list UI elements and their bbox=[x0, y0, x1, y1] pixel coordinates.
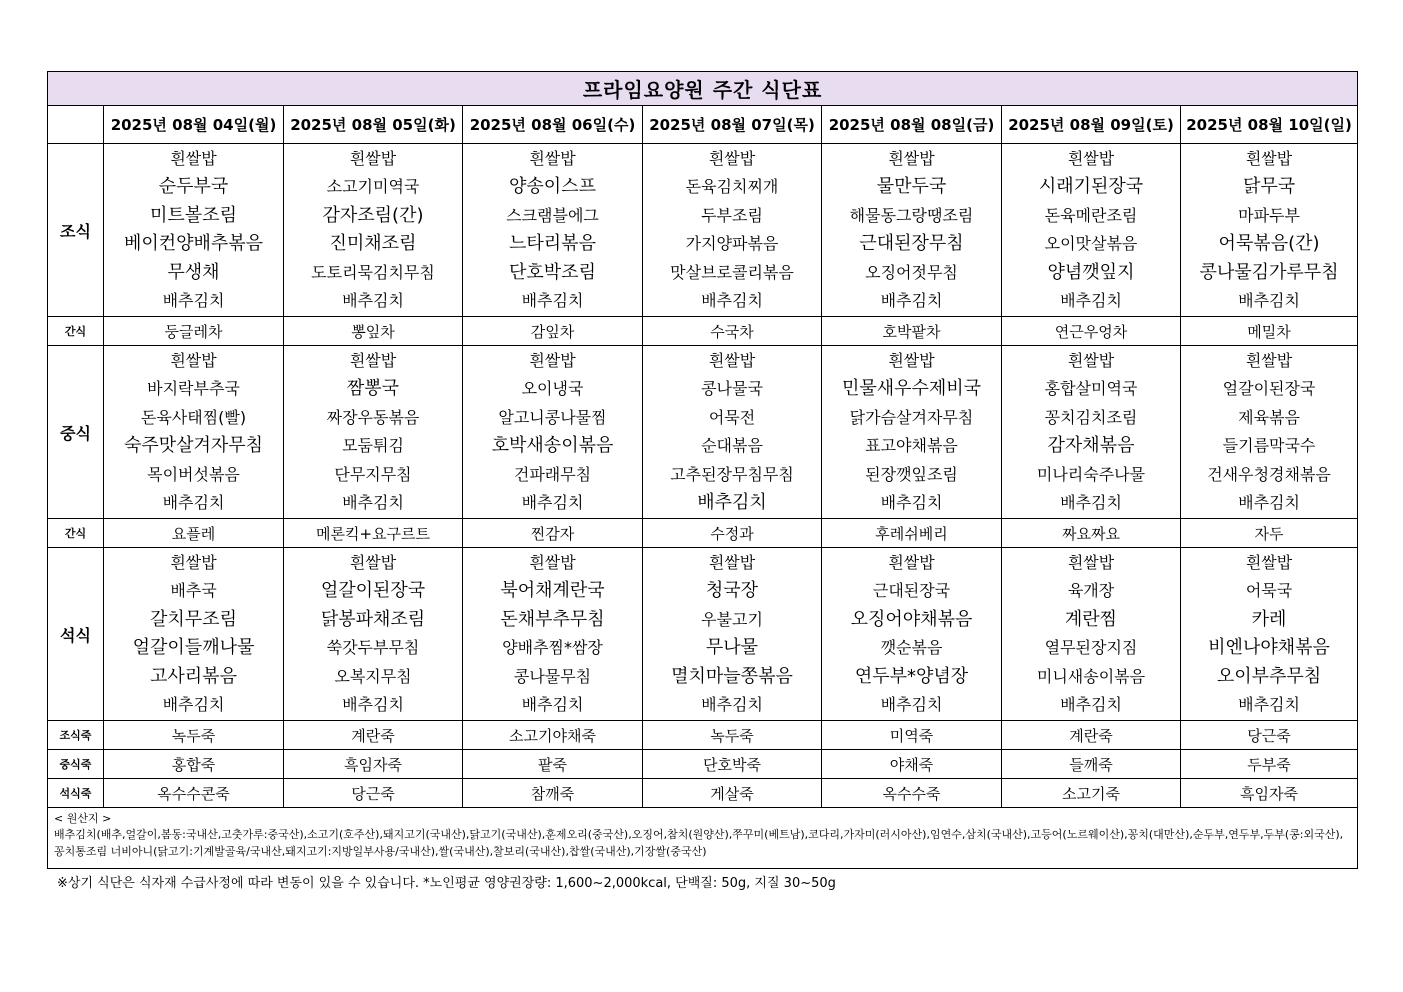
breakfast-porridge-row bbox=[48, 721, 1358, 750]
dish-item: 느타리볶음 bbox=[509, 233, 596, 255]
dish-list bbox=[104, 144, 283, 316]
dish-item: 청국장 bbox=[705, 580, 759, 602]
breakfast-cell bbox=[463, 144, 643, 317]
breakfast-cell bbox=[1002, 144, 1181, 317]
dish-item: 배추김치 bbox=[701, 694, 763, 714]
dish-item: 흰쌀밥 bbox=[1245, 149, 1293, 168]
dish-list bbox=[643, 548, 821, 720]
dish-item: 도토리묵김치무침 bbox=[311, 262, 435, 282]
lunch-porridge-item: 들깨죽 bbox=[1002, 750, 1181, 779]
dish-list bbox=[1181, 346, 1357, 518]
dish-item: 해물동그랑땡조림 bbox=[849, 205, 974, 225]
dish-item: 미나리숙주나물 bbox=[1036, 464, 1146, 484]
dish-item: 짜장우동볶음 bbox=[326, 407, 420, 427]
dinner-porridge-item: 참깨죽 bbox=[463, 779, 643, 808]
morning-snack-item: 뽕잎차 bbox=[284, 317, 463, 346]
dish-item: 어묵전 bbox=[708, 407, 756, 427]
dish-item: 흰쌀밥 bbox=[170, 553, 217, 572]
dish-item: 돈채부추무침 bbox=[500, 608, 605, 630]
dish-item: 근대된장무침 bbox=[859, 233, 964, 255]
dish-list bbox=[822, 346, 1001, 518]
dish-item: 고사리볶음 bbox=[150, 665, 237, 687]
dish-list bbox=[822, 548, 1001, 720]
corner-cell bbox=[48, 106, 104, 144]
dish-item: 물만두국 bbox=[876, 176, 947, 198]
morning-snack-item: 감잎차 bbox=[463, 317, 643, 346]
dish-item: 배추김치 bbox=[162, 290, 225, 310]
breakfast-porridge-label: 조식죽 bbox=[48, 721, 104, 750]
morning-snack-item: 수국차 bbox=[643, 317, 822, 346]
afternoon-snack-label: 간식 bbox=[48, 519, 104, 548]
dish-list bbox=[284, 346, 462, 518]
dinner-porridge-item: 옥수수죽 bbox=[822, 779, 1002, 808]
dish-item: 스크램블에그 bbox=[506, 205, 599, 225]
morning-snack-item: 메밀차 bbox=[1181, 317, 1358, 346]
breakfast-porridge-item: 당근죽 bbox=[1181, 721, 1358, 750]
breakfast-porridge-item: 미역죽 bbox=[822, 721, 1002, 750]
dish-item: 소고기미역국 bbox=[326, 177, 420, 197]
dish-item: 감자채볶음 bbox=[1047, 435, 1135, 457]
dish-item: 카레 bbox=[1251, 608, 1287, 630]
dish-item: 배추김치 bbox=[701, 290, 763, 310]
dish-item: 미니새송이볶음 bbox=[1036, 666, 1146, 686]
dish-item: 흰쌀밥 bbox=[349, 149, 397, 168]
dish-item: 배추김치 bbox=[1238, 492, 1300, 512]
dish-list bbox=[1002, 346, 1180, 518]
dish-item: 배추김치 bbox=[342, 694, 404, 714]
dish-item: 오징어야채볶음 bbox=[850, 608, 973, 630]
breakfast-cell bbox=[822, 144, 1002, 317]
dish-item: 육개장 bbox=[1067, 581, 1115, 601]
dish-item: 고추된장무침무침 bbox=[670, 464, 794, 484]
dish-item: 얼갈이들깨나물 bbox=[132, 637, 255, 659]
dinner-porridge-item: 흑임자죽 bbox=[1181, 779, 1358, 808]
dish-item: 무나물 bbox=[705, 637, 759, 659]
lunch-porridge-item: 팥죽 bbox=[463, 750, 643, 779]
dish-item: 순두부국 bbox=[158, 176, 229, 198]
dish-list bbox=[1181, 144, 1357, 316]
dinner-porridge-label: 석식죽 bbox=[48, 779, 104, 808]
dish-item: 바지락부추국 bbox=[147, 379, 240, 399]
date-header-row bbox=[48, 106, 1358, 144]
dish-item: 마파두부 bbox=[1238, 205, 1300, 225]
dish-item: 배추김치 bbox=[880, 694, 943, 714]
dish-item: 맛살브로콜리볶음 bbox=[670, 262, 794, 282]
dish-item: 얼갈이된장국 bbox=[320, 580, 426, 602]
dinner-label: 석식 bbox=[48, 548, 104, 721]
breakfast-porridge-item: 소고기야채죽 bbox=[463, 721, 643, 750]
dish-item: 홍합살미역국 bbox=[1044, 379, 1138, 399]
dish-item: 제육볶음 bbox=[1238, 407, 1300, 427]
breakfast-cell bbox=[1181, 144, 1358, 317]
date-header: 2025년 08월 08일(금) bbox=[822, 106, 1002, 144]
dish-item: 목이버섯볶음 bbox=[147, 464, 240, 484]
lunch-cell bbox=[104, 346, 284, 519]
dish-item: 배추김치 bbox=[880, 290, 943, 310]
lunch-cell bbox=[643, 346, 822, 519]
lunch-porridge-item: 홍합죽 bbox=[104, 750, 284, 779]
breakfast-cell bbox=[284, 144, 463, 317]
date-header: 2025년 08월 09일(토) bbox=[1002, 106, 1181, 144]
dinner-cell bbox=[463, 548, 643, 721]
dish-item: 순대볶음 bbox=[701, 436, 763, 456]
lunch-porridge-item: 야채죽 bbox=[822, 750, 1002, 779]
dish-item: 흰쌀밥 bbox=[170, 351, 217, 370]
dish-list bbox=[463, 144, 642, 316]
dish-item: 된장깻잎조림 bbox=[865, 464, 958, 484]
dinner-cell bbox=[1002, 548, 1181, 721]
date-header: 2025년 08월 07일(목) bbox=[643, 106, 822, 144]
dish-item: 흰쌀밥 bbox=[888, 149, 935, 168]
afternoon-snack-item: 메론킥+요구르트 bbox=[284, 519, 463, 548]
dish-item: 흰쌀밥 bbox=[349, 351, 397, 370]
lunch-cell bbox=[463, 346, 643, 519]
dish-item: 계란찜 bbox=[1064, 608, 1118, 630]
dish-list bbox=[284, 144, 462, 316]
afternoon-snack-row bbox=[48, 519, 1358, 548]
dish-item: 베이컨양배추볶음 bbox=[123, 233, 264, 255]
afternoon-snack-item: 수정과 bbox=[643, 519, 822, 548]
breakfast-porridge-item: 녹두죽 bbox=[643, 721, 822, 750]
dish-item: 흰쌀밥 bbox=[170, 149, 217, 168]
lunch-row bbox=[48, 346, 1358, 519]
lunch-porridge-row bbox=[48, 750, 1358, 779]
dish-item: 숙주맛살겨자무침 bbox=[123, 435, 264, 457]
date-header: 2025년 08월 06일(수) bbox=[463, 106, 643, 144]
origin-heading: < 원산지 > bbox=[54, 812, 112, 825]
dish-item: 흰쌀밥 bbox=[1067, 149, 1115, 168]
dish-list bbox=[1002, 548, 1180, 720]
dish-item: 양배추찜*쌈장 bbox=[502, 638, 603, 658]
breakfast-label: 조식 bbox=[48, 144, 104, 317]
dish-item: 모둠튀김 bbox=[342, 436, 404, 456]
dish-item: 흰쌀밥 bbox=[708, 351, 756, 370]
dish-item: 오이맛살볶음 bbox=[1044, 234, 1138, 254]
dish-item: 흰쌀밥 bbox=[708, 553, 756, 572]
breakfast-porridge-item: 계란죽 bbox=[1002, 721, 1181, 750]
dish-list bbox=[822, 144, 1001, 316]
dish-item: 콩나물김가루무침 bbox=[1199, 261, 1339, 283]
dish-item: 흰쌀밥 bbox=[1067, 351, 1115, 370]
afternoon-snack-item: 요플레 bbox=[104, 519, 284, 548]
breakfast-cell bbox=[643, 144, 822, 317]
dish-list bbox=[284, 548, 462, 720]
breakfast-row bbox=[48, 144, 1358, 317]
lunch-cell bbox=[284, 346, 463, 519]
dish-item: 배추김치 bbox=[521, 694, 584, 714]
lunch-cell bbox=[1002, 346, 1181, 519]
dish-item: 오복지무침 bbox=[334, 666, 412, 686]
dish-item: 닭무국 bbox=[1242, 176, 1296, 198]
dish-item: 배추김치 bbox=[1060, 290, 1122, 310]
dinner-row bbox=[48, 548, 1358, 721]
footnote: ※상기 식단은 식자재 수급사정에 따라 변동이 있을 수 있습니다. *노인평균 영양권장량: 1,600~2,000kcal, 단백질: 50g, 지질 30~50g bbox=[57, 876, 836, 891]
dish-item: 콩나물국 bbox=[701, 379, 763, 399]
morning-snack-item: 호박팥차 bbox=[822, 317, 1002, 346]
date-header: 2025년 08월 05일(화) bbox=[284, 106, 463, 144]
dinner-porridge-item: 당근죽 bbox=[284, 779, 463, 808]
dish-item: 흰쌀밥 bbox=[888, 351, 935, 370]
date-header: 2025년 08월 10일(일) bbox=[1181, 106, 1358, 144]
dish-item: 배추김치 bbox=[880, 492, 943, 512]
dish-item: 배추김치 bbox=[1060, 694, 1122, 714]
morning-snack-row bbox=[48, 317, 1358, 346]
dish-item: 배추김치 bbox=[1060, 492, 1122, 512]
dish-item: 꽁치김치조림 bbox=[1044, 407, 1138, 427]
dish-list bbox=[104, 548, 283, 720]
dish-item: 배추국 bbox=[170, 581, 217, 601]
dinner-porridge-item: 옥수수콘죽 bbox=[104, 779, 284, 808]
dish-list bbox=[1181, 548, 1357, 720]
dish-item: 배추김치 bbox=[1238, 290, 1300, 310]
dish-item: 흰쌀밥 bbox=[529, 149, 576, 168]
dish-item: 비엔나야채볶음 bbox=[1208, 637, 1330, 659]
dish-item: 호박새송이볶음 bbox=[491, 435, 614, 457]
dish-item: 콩나물무침 bbox=[513, 666, 592, 686]
dinner-porridge-row bbox=[48, 779, 1358, 808]
dish-item: 배추김치 bbox=[342, 290, 404, 310]
dish-item: 진미채조림 bbox=[329, 233, 417, 255]
dinner-cell bbox=[822, 548, 1002, 721]
dish-list bbox=[104, 346, 283, 518]
dish-item: 두부조림 bbox=[701, 205, 763, 225]
dish-item: 흰쌀밥 bbox=[1067, 553, 1115, 572]
dish-item: 배추김치 bbox=[342, 492, 404, 512]
dish-item: 돈육김치찌개 bbox=[685, 177, 779, 197]
dish-item: 돈육메란조림 bbox=[1044, 205, 1138, 225]
morning-snack-label: 간식 bbox=[48, 317, 104, 346]
dish-item: 양송이스프 bbox=[509, 176, 596, 198]
dish-item: 오징어젓무침 bbox=[865, 262, 958, 282]
dish-item: 배추김치 bbox=[697, 491, 767, 513]
weekly-menu-table bbox=[47, 71, 1358, 869]
dish-item: 우불고기 bbox=[701, 609, 763, 629]
origin-cell bbox=[48, 808, 1358, 869]
dish-item: 흰쌀밥 bbox=[529, 553, 576, 572]
dish-list bbox=[463, 346, 642, 518]
dish-item: 민물새우수제비국 bbox=[841, 378, 982, 400]
dish-item: 열무된장지짐 bbox=[1044, 638, 1138, 658]
dish-item: 미트볼조림 bbox=[150, 204, 237, 226]
lunch-cell bbox=[822, 346, 1002, 519]
dish-item: 배추김치 bbox=[521, 492, 584, 512]
dish-item: 들기름막국수 bbox=[1222, 436, 1316, 456]
dish-item: 흰쌀밥 bbox=[1245, 351, 1293, 370]
dish-list bbox=[643, 346, 821, 518]
title-row bbox=[48, 72, 1358, 106]
dish-item: 짬뽕국 bbox=[346, 378, 400, 400]
dish-item: 단호박조림 bbox=[509, 261, 596, 283]
page-title: 프라임요양원 주간 식단표 bbox=[48, 72, 1358, 106]
origin-text: 배추김치(배추,얼갈이,봄동:국내산,고춧가루:중국산),소고기(호주산),돼지고기(국내산),닭고기(국내산),훈제오리(중국산),오징어,참치(원양산),쭈꾸미(베트남),코다리,가자미(러시아산),임연수,삼치(국내산),고등어(노르웨이산),꽁치(대만산),순두부,연두부,두부(콩:외국산),꽁치통조림 너비아니(닭고기:기계발골육/국내산,돼지고기:지방일부사용/국내산),쌀(국내산),찰보리(국내산),찹쌀(국내산),기장쌀(중국산) bbox=[54, 828, 1344, 858]
breakfast-cell bbox=[104, 144, 284, 317]
dish-item: 가지양파볶음 bbox=[685, 234, 779, 254]
dish-item: 흰쌀밥 bbox=[349, 553, 397, 572]
lunch-porridge-item: 두부죽 bbox=[1181, 750, 1358, 779]
dish-item: 흰쌀밥 bbox=[1245, 553, 1293, 572]
dish-item: 어묵볶음(간) bbox=[1218, 233, 1320, 255]
afternoon-snack-item: 짜요짜요 bbox=[1002, 519, 1181, 548]
lunch-cell bbox=[1181, 346, 1358, 519]
dinner-cell bbox=[1181, 548, 1358, 721]
dish-item: 얼갈이된장국 bbox=[1222, 379, 1316, 399]
dish-item: 배추김치 bbox=[162, 694, 225, 714]
dish-item: 단무지무침 bbox=[334, 464, 412, 484]
dish-item: 오이냉국 bbox=[521, 379, 584, 399]
lunch-porridge-item: 흑임자죽 bbox=[284, 750, 463, 779]
breakfast-porridge-item: 계란죽 bbox=[284, 721, 463, 750]
dish-item: 닭봉파채조림 bbox=[320, 608, 426, 630]
dish-item: 흰쌀밥 bbox=[529, 351, 576, 370]
origin-row bbox=[48, 808, 1358, 869]
dish-item: 무생채 bbox=[167, 261, 220, 283]
breakfast-porridge-item: 녹두죽 bbox=[104, 721, 284, 750]
morning-snack-item: 둥글레차 bbox=[104, 317, 284, 346]
dish-item: 양념깻잎지 bbox=[1047, 261, 1135, 283]
dish-item: 배추김치 bbox=[1238, 694, 1300, 714]
dish-list bbox=[643, 144, 821, 316]
dish-item: 연두부*양념장 bbox=[854, 665, 969, 687]
dish-item: 오이부추무침 bbox=[1216, 665, 1322, 687]
morning-snack-item: 연근우엉차 bbox=[1002, 317, 1181, 346]
date-header: 2025년 08월 04일(월) bbox=[104, 106, 284, 144]
afternoon-snack-item: 후레쉬베리 bbox=[822, 519, 1002, 548]
dish-list bbox=[1002, 144, 1180, 316]
dish-item: 감자조림(간) bbox=[322, 204, 424, 226]
dish-item: 흰쌀밥 bbox=[888, 553, 935, 572]
dish-item: 북어채계란국 bbox=[500, 580, 605, 602]
dish-item: 배추김치 bbox=[162, 492, 225, 512]
dish-item: 근대된장국 bbox=[872, 581, 951, 601]
dish-item: 멸치마늘쫑볶음 bbox=[671, 665, 793, 687]
dish-item: 표고야채볶음 bbox=[865, 436, 958, 456]
dinner-cell bbox=[104, 548, 284, 721]
dish-item: 건새우청경채볶음 bbox=[1207, 464, 1331, 484]
afternoon-snack-item: 자두 bbox=[1181, 519, 1358, 548]
dish-item: 깻순볶음 bbox=[880, 638, 943, 658]
dish-item: 쑥갓두부무침 bbox=[326, 638, 420, 658]
dish-item: 어묵국 bbox=[1245, 581, 1293, 601]
lunch-label: 중식 bbox=[48, 346, 104, 519]
dish-item: 시래기된장국 bbox=[1038, 176, 1144, 198]
lunch-porridge-item: 단호박죽 bbox=[643, 750, 822, 779]
dinner-porridge-item: 소고기죽 bbox=[1002, 779, 1181, 808]
dish-item: 건파래무침 bbox=[513, 464, 592, 484]
dish-item: 갈치무조림 bbox=[150, 608, 237, 630]
afternoon-snack-item: 찐감자 bbox=[463, 519, 643, 548]
dinner-porridge-item: 게살죽 bbox=[643, 779, 822, 808]
dinner-cell bbox=[284, 548, 463, 721]
dinner-cell bbox=[643, 548, 822, 721]
dish-item: 알고니콩나물찜 bbox=[498, 407, 607, 427]
dish-item: 배추김치 bbox=[521, 290, 584, 310]
dish-item: 돈육사태찜(빨) bbox=[140, 407, 247, 427]
dish-item: 닭가슴살겨자무침 bbox=[849, 407, 974, 427]
lunch-porridge-label: 중식죽 bbox=[48, 750, 104, 779]
dish-item: 흰쌀밥 bbox=[708, 149, 756, 168]
dish-list bbox=[463, 548, 642, 720]
